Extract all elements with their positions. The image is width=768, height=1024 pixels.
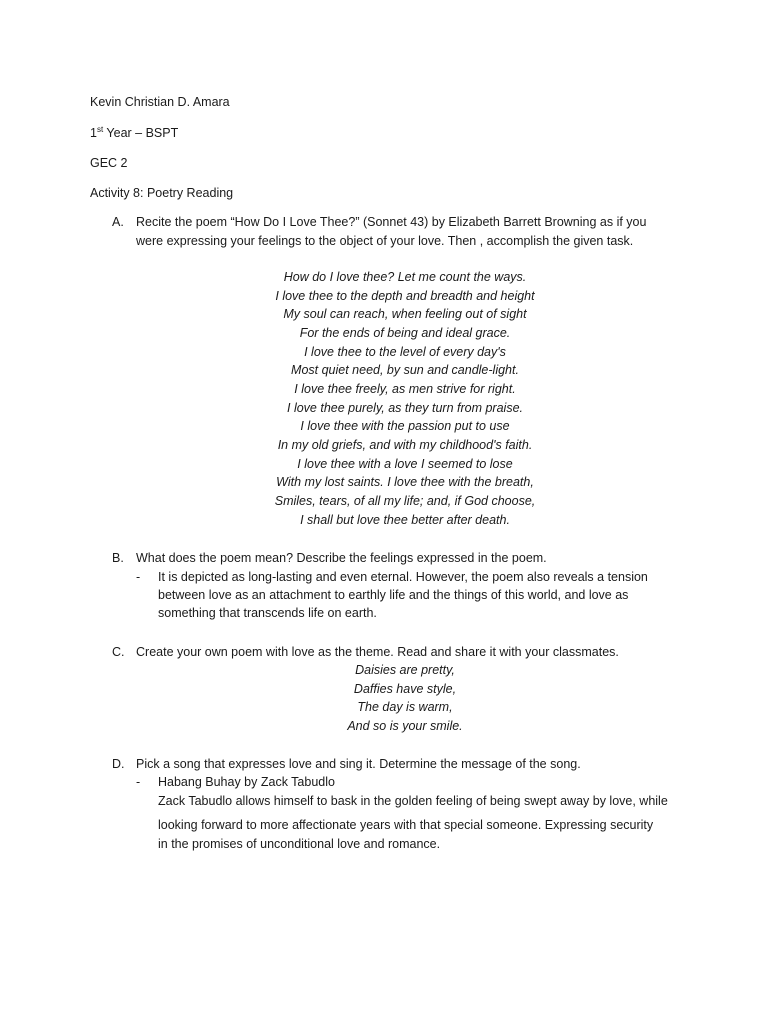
item-c-text: Create your own poem with love as the theme. Read and share it with your classmates. <box>136 645 619 659</box>
poem-line: My soul can reach, when feeling out of sight <box>283 307 527 321</box>
item-b-answer-line: between love as an attachment to earthly life and the things of this world, and love as <box>158 588 629 602</box>
item-d-answer-line: looking forward to more affectionate years with that special someone. Expressing security <box>158 818 654 832</box>
poem-line: In my old griefs, and with my childhood's faith. <box>277 438 533 452</box>
item-b-text: What does the poem mean? Describe the feelings expressed in the poem. <box>136 551 547 565</box>
own-poem-line: Daisies are pretty, <box>355 663 455 677</box>
item-a-text-1: Recite the poem “How Do I Love Thee?” (Sonnet 43) by Elizabeth Barrett Browning as if you <box>136 215 647 229</box>
item-c-letter: C. <box>112 645 125 659</box>
student-name: Kevin Christian D. Amara <box>90 95 230 109</box>
item-d-song: Habang Buhay by Zack Tabudlo <box>158 775 335 789</box>
item-b-answer-line: something that transcends life on earth. <box>158 606 377 620</box>
year-suffix: st <box>96 124 104 134</box>
item-a-text-2: were expressing your feelings to the object of your love. Then , accomplish the given task. <box>136 234 634 248</box>
item-d-text: Pick a song that expresses love and sing it. Determine the message of the song. <box>136 757 581 771</box>
poem-line: Smiles, tears, of all my life; and, if God choose, <box>274 494 536 508</box>
item-b-letter: B. <box>112 551 124 565</box>
item-b-dash: - <box>136 570 141 584</box>
year-number: 1 <box>90 126 97 140</box>
poem-line: With my lost saints. I love thee with the breath, <box>276 475 534 489</box>
own-poem-line: Daffies have style, <box>353 682 457 696</box>
poem-line: I love thee to the level of every day's <box>304 345 506 359</box>
poem-line: How do I love thee? Let me count the ways. <box>283 270 527 284</box>
item-d-answer-line: Zack Tabudlo allows himself to bask in the golden feeling of being swept away by love, while <box>158 794 668 808</box>
item-d-letter: D. <box>112 757 125 771</box>
poem-line: I love thee with a love I seemed to lose <box>297 457 513 471</box>
year-course <box>90 126 178 140</box>
course-code: GEC 2 <box>90 156 128 170</box>
poem-line: I love thee purely, as they turn from praise. <box>287 401 523 415</box>
item-d-dash: - <box>136 775 141 789</box>
year-rest: Year – BSPT <box>103 126 179 140</box>
own-poem-line: And so is your smile. <box>347 719 463 733</box>
own-poem-line: The day is warm, <box>357 700 453 714</box>
item-a-letter: A. <box>112 215 124 229</box>
poem-line: I love thee to the depth and breadth and height <box>275 289 535 303</box>
poem-line: I shall but love thee better after death. <box>300 513 510 527</box>
item-b-answer-line: It is depicted as long-lasting and even eternal. However, the poem also reveals a tension <box>158 570 648 584</box>
poem-line: Most quiet need, by sun and candle-light. <box>291 363 519 377</box>
poem-line: I love thee freely, as men strive for right. <box>294 382 516 396</box>
item-d-answer-line: in the promises of unconditional love and romance. <box>158 837 441 851</box>
activity-title: Activity 8: Poetry Reading <box>90 186 234 200</box>
poem-line: I love thee with the passion put to use <box>300 419 510 433</box>
poem-line: For the ends of being and ideal grace. <box>299 326 511 340</box>
